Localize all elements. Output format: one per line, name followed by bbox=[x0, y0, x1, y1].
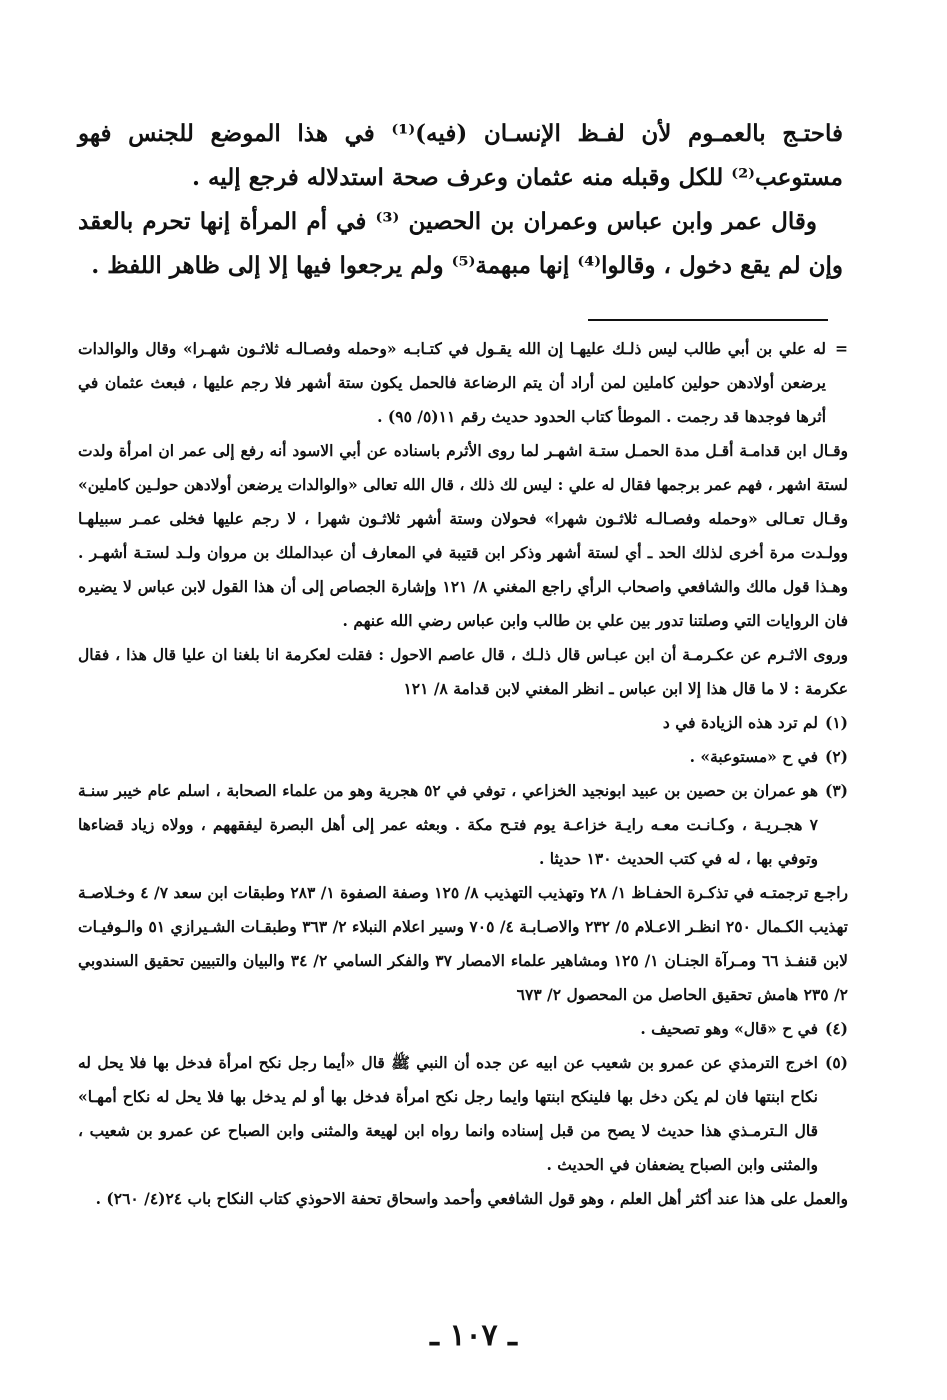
main-paragraph: فاحتـج بالعمـوم لأن لفـظ الإنسـان (فيه)⁽¹⁾ في هذا الموضع للجنس فهو مستوعب⁽²⁾ للكل وقبله منه عثمان وعرف صحة استدلاله فرجع إليه . bbox=[78, 120, 843, 191]
footnote-number: (٥) bbox=[824, 1053, 848, 1072]
footnote-text: في ح «مستوعبة» . bbox=[689, 747, 818, 766]
footnote-5 bbox=[78, 1046, 848, 1182]
footnote-3-references: راجـع ترجمتـه في تذكـرة الحفـاظ ١/ ٢٨ وتهذيب التهذيب ٨/ ١٢٥ وصفة الصفوة ١/ ٢٨٣ وطبقات ابن سعد ٧/ ٤ وخـلاصـة تهذيب الكـمال ٢٥٠ انظـر الاعـلام ٥/ ٢٣٢ والاصـابـة ٤/ ٧٠٥ وسير اعلام النبلاء ٢/ ٣٦٣ وطبقـات الشـيرازي ٥١ والـوفيـات لابن قنفـذ ٦٦ ومـرآة الجنـان ١/ ١٢٥ ومشاهير علماء الامصار ٣٧ والفكر السامي ٢/ ٣٤ والبيان والتبيين تحقيق السندوبي ٢/ ٢٣٥ هامش تحقيق الحاصل من المحصول ٢/ ٦٧٣ bbox=[78, 883, 849, 1004]
footnotes-section bbox=[78, 332, 848, 1216]
footnote-text: له علي بن أبي طالب ليس ذلـك عليهـا إن الله يقـول في كتـابـه «وحمله وفصـالـه ثلاثـون شهـرا» وقال والوالدات يرضعن أولادهن حولين كاملين لمن أراد أن يتم الرضاعة فالحمل يكون ستة أشهر فلا رجم عليها ، فبعث عثمان في أثرها فوجدها قد رجمت . الموطأ كتاب الحدود حديث رقم ١١(٥/ ٩٥) . bbox=[78, 339, 826, 426]
footnote-3 bbox=[78, 774, 848, 876]
footnote-continuation bbox=[78, 332, 848, 434]
footnote-paragraph: وروى الاثـرم عن عكـرمـة أن ابن عبـاس قال ذلـك ، قال عاصم الاحول : فقلت لعكرمة انا بلغنا ان عليا قال هذا ، فقال عكرمة : لا ما قال هذا إلا ابن عباس ـ انظر المغني لابن قدامة ٨/ ١٢١ bbox=[78, 645, 848, 698]
footnote-separator bbox=[588, 319, 828, 321]
footnote-1 bbox=[78, 706, 848, 740]
footnote-number: (٣) bbox=[824, 781, 848, 800]
main-paragraph: وقال عمر وابن عباس وعمران بن الحصين ⁽³⁾ في أم المرأة إنها تحرم بالعقد وإن لم يقع دخول ، وقالوا⁽⁴⁾ إنها مبهمة⁽⁵⁾ ولم يرجعوا فيها إلا إلى ظاهر اللفظ . bbox=[78, 208, 843, 279]
continuation-mark: = bbox=[835, 339, 848, 358]
footnote-2 bbox=[78, 740, 848, 774]
footnote-number: (٤) bbox=[824, 1019, 848, 1038]
footnote-paragraph: وقـال ابن قدامـة أقـل مدة الحمـل ستـة اشهـر لما روى الأثرم باسناده عن أبي الاسود أنه رفع إلى عمر ان امرأة ولدت لستة اشهر ، فهم عمر برجمها فقال له علي : ليس لك ذلك ، قال الله تعالى «والوالدات يرضعن أولادهن حولـين كاملين» وقـال تعـالى «وحمله وفصـالـه ثلاثـون شهرا» فحولان وستة أشهر ثلاثـون شهرا ، لا رجم عليها فخلى عمـر سبيلهـا وولـدت مرة أخرى لذلك الحد ـ أي لستة أشهر وذكر ابن قتيبة في المعارف أن عبدالملك بن مروان ولـد لستـة أشهـر . وهـذا قول مالك والشافعي واصحاب الرأي راجع المغني ٨/ ١٢١ وإشارة الجصاص إلى أن هذا القول لابن عباس لا يضيره فان الروايات التي وصلتنا تدور بين علي بن طالب وابن عباس رضي الله عنهم . bbox=[78, 441, 849, 630]
main-text-body bbox=[78, 112, 843, 288]
footnote-number: (٢) bbox=[824, 747, 848, 766]
page-number: ـ ١٠٧ ـ bbox=[430, 1318, 517, 1353]
footnote-text: اخرج الترمذي عن عمرو بن شعيب عن ابيه عن جده أن النبي ﷺ قال «أيما رجل نكح امرأة فدخل بها فلا يحل له نكاح ابنتها فان لم يكن دخل بها فلينكح ابنتها وايما رجل نكح امرأة فدخل بها أو لم يدخل بها فلا يحل له نكاح أمهـا» قال الـترمـذي هذا حديث لا يصح من قبل إسناده وانما رواه ابن لهيعة والمثنى وابن الصباح عن عمرو بن شعيب ، والمثنى وابن الصباح يضعفان في الحديث . bbox=[78, 1053, 818, 1174]
footnote-text: في ح «قال» وهو تصحيف . bbox=[640, 1019, 818, 1038]
footnote-text: لم ترد هذه الزيادة في د bbox=[662, 713, 818, 732]
footnote-4 bbox=[78, 1012, 848, 1046]
footnote-number: (١) bbox=[824, 713, 848, 732]
footnote-text: هو عمران بن حصين بن عبيد ابونجيد الخزاعي ، توفي في ٥٢ هجرية وهو من علماء الصحابة ، اسلم عام خيبر سنـة ٧ هجـريـة ، وكـانـت معـه رايـة خزاعـة يوم فتـح مكة . وبعثه عمر إلى أهل البصرة ليفقههم ، وولاه زياد قضاءها وتوفي بها ، له في كتب الحديث ١٣٠ حديثا . bbox=[78, 781, 818, 868]
footnote-5-references: والعمل على هذا عند أكثر أهل العلم ، وهو قول الشافعي وأحمد واسحاق تحفة الاحوذي كتاب النكاح باب ٢٤(٤/ ٢٦٠) . bbox=[95, 1189, 848, 1208]
